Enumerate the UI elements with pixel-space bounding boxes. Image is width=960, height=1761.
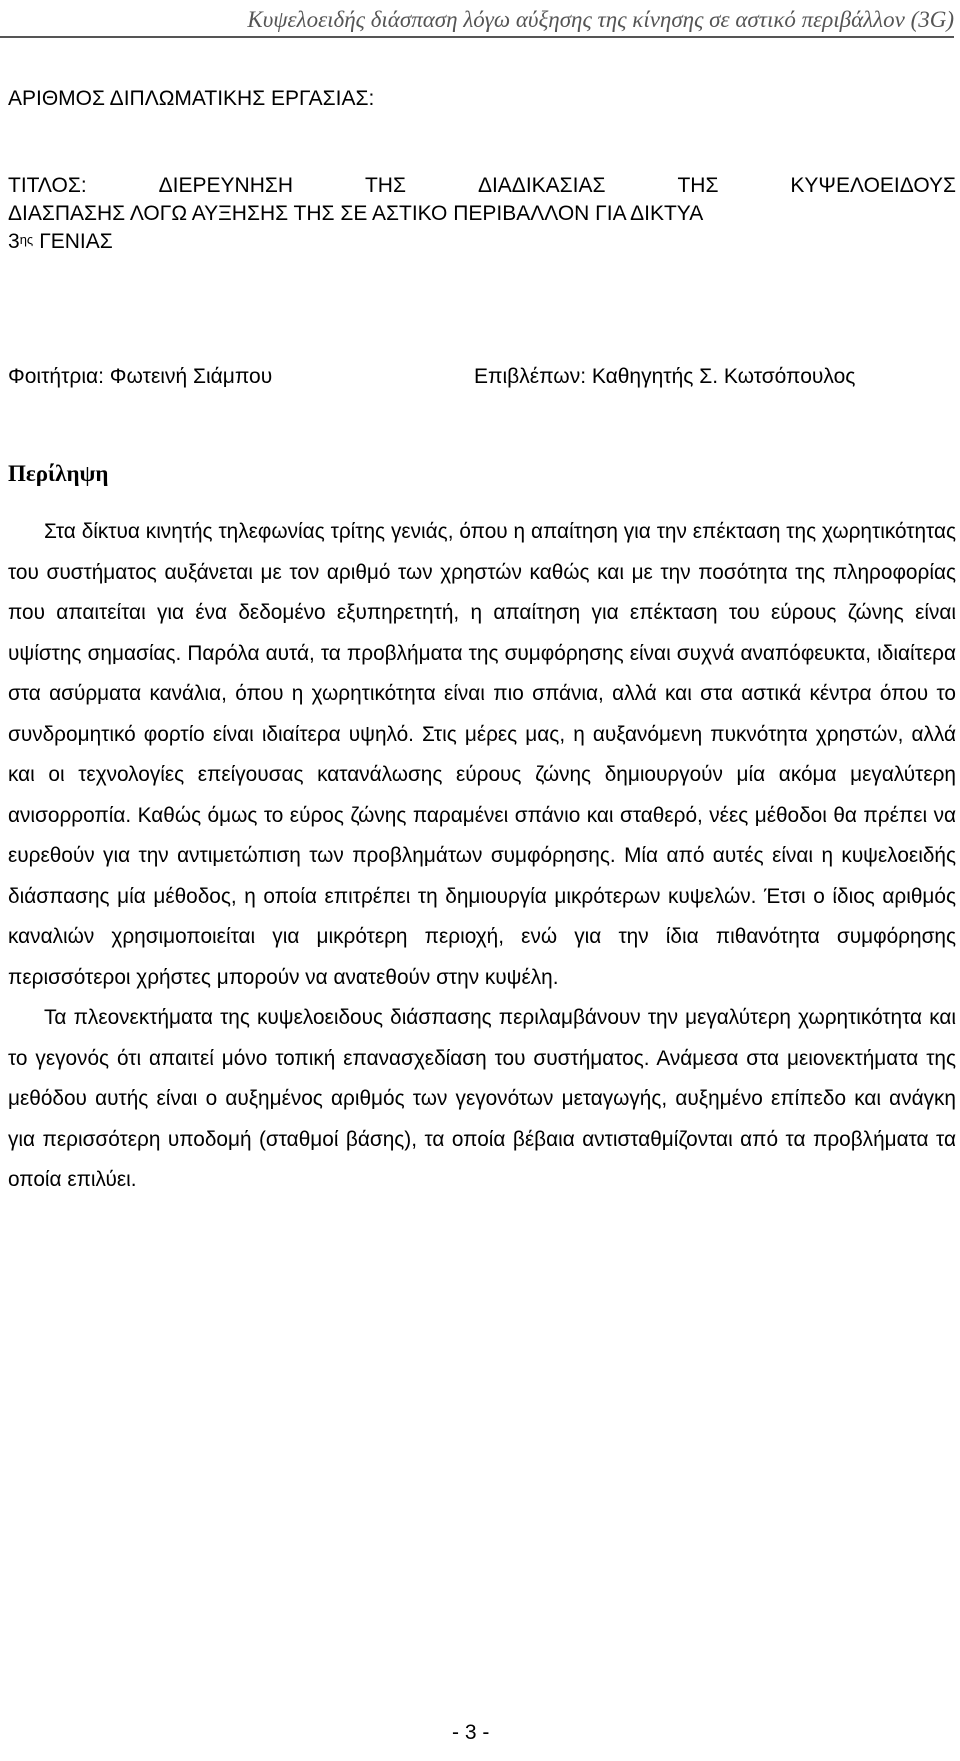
title-line-1 xyxy=(8,172,956,200)
title-generation-number: 3 xyxy=(8,230,20,253)
title-line-2 xyxy=(8,200,956,228)
title-word: ΤΗΣ xyxy=(677,174,719,197)
page-number: - 3 - xyxy=(452,1721,490,1744)
running-header: Κυψελοειδής διάσπαση λόγω αύξησης της κίνησης σε αστικό περιβάλλον (3G) xyxy=(247,7,954,32)
title-word: ΤΙΤΛΟΣ: xyxy=(8,174,87,197)
student-name: Φοιτήτρια: Φωτεινή Σιάμπου xyxy=(8,365,273,388)
title-line-2-text: ΔΙΑΣΠΑΣΗΣ ΛΟΓΩ ΑΥΞΗΣΗΣ ΤΗΣ ΣΕ ΑΣΤΙΚΟ ΠΕΡΙΒΑΛΛΟΝ ΓΙΑ ΔΙΚΤΥΑ xyxy=(8,202,704,225)
header-rule xyxy=(0,36,954,38)
title-line-3-text: ΓΕΝΙΑΣ xyxy=(39,230,113,253)
title-generation-suffix: ης xyxy=(19,232,34,247)
title-word: ΤΗΣ xyxy=(364,174,406,197)
thesis-title xyxy=(8,172,956,256)
thesis-number-label: ΑΡΙΘΜΟΣ ΔΙΠΛΩΜΑΤΙΚΗΣ ΕΡΓΑΣΙΑΣ: xyxy=(8,87,375,110)
title-word: ΚΥΨΕΛΟΕΙΔΟΥΣ xyxy=(790,174,956,197)
abstract-heading: Περίληψη xyxy=(8,461,109,486)
abstract-paragraph: Τα πλεονεκτήματα της κυψελοειδους διάσπασης περιλαμβάνουν την μεγαλύτερη χωρητικότητα και το γεγονός ότι απαιτεί μόνο τοπική επανασχεδίαση του συστήματος. Ανάμεσα στα μειονεκτήματα της μεθόδου αυτής είναι ο αυξημένος αριθμός των γεγονότων μεταγωγής, αυξημένο επίπεδο και ανάγκη για περισσότερη υποδομή (σταθμοί βάσης), τα οποία βέβαια αντισταθμίζονται από τα προβλήματα τα οποία επιλύει. xyxy=(8,1006,956,1191)
supervisor-name: Επιβλέπων: Καθηγητής Σ. Κωτσόπουλος xyxy=(474,365,856,388)
title-word: ΔΙΑΔΙΚΑΣΙΑΣ xyxy=(477,174,606,197)
abstract-paragraph: Στα δίκτυα κινητής τηλεφωνίας τρίτης γενιάς, όπου η απαίτηση για την επέκταση της χωρητικότητας του συστήματος αυξάνεται με τον αριθμό των χρηστών καθώς και με την ποσότητα της πληροφορίας που απαιτείται για ένα δεδομένο εξυπηρετητή, η απαίτηση για επέκταση του εύρους ζώνης είναι υψίστης σημασίας. Παρόλα αυτά, τα προβλήματα της συμφόρησης είναι συχνά αναπόφευκτα, ιδιαίτερα στα ασύρματα κανάλια, όπου η χωρητικότητα είναι πιο σπάνια, αλλά και στα αστικά κέντρα όπου το συνδρομητικό φορτίο είναι ιδιαίτερα υψηλό. Στις μέρες μας, η αυξανόμενη πυκνότητα χρηστών, αλλά και οι τεχνολογίες επείγουσας κατανάλωσης εύρους ζώνης δημιουργούν μία ακόμα μεγαλύτερη ανισορροπία. Καθώς όμως το εύρος ζώνης παραμένει σπάνιο και σταθερό, νέες μέθοδοι θα πρέπει να ευρεθούν για την αντιμετώπιση των προβλημάτων συμφόρησης. Μία από αυτές είναι η κυψελοειδής διάσπασης μία μέθοδος, η οποία επιτρέπει τη δημιουργία μικρότερων κυψελών. Έτσι ο ίδιος αριθμός καναλιών χρησιμοποιείται για μικρότερη περιοχή, ενώ για την ίδια πιθανότητα συμφόρησης περισσότεροι χρήστες μπορούν να ανατεθούν στην κυψέλη. xyxy=(8,520,956,989)
title-word: ΔΙΕΡΕΥΝΗΣΗ xyxy=(158,174,294,197)
abstract-body xyxy=(8,512,956,1201)
authors-line xyxy=(8,364,956,390)
title-line-3 xyxy=(8,228,956,256)
